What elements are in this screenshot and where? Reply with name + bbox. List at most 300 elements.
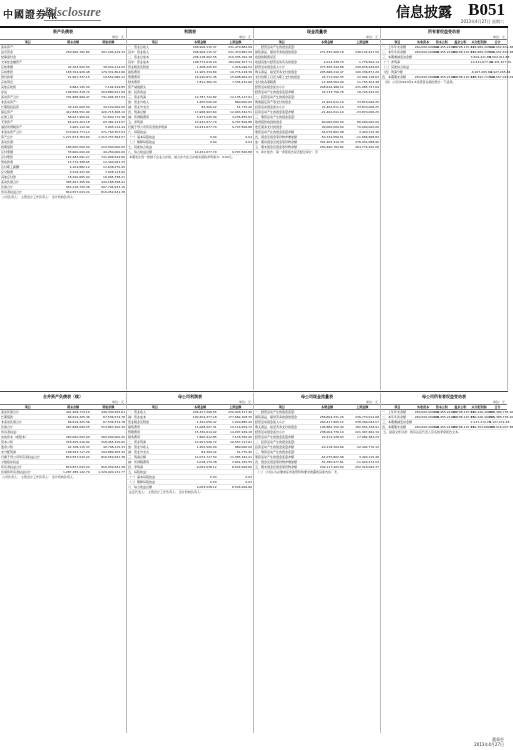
column-header: 项目 [381,405,414,410]
row-label: 减：所得税费用 [127,460,182,465]
section-name-chinese: 信息披露 [396,5,452,21]
row-label: 二、营业利润 [127,440,182,445]
row-value: 7,811,360.43 [182,80,217,85]
row-value: 8,524,006.66 [218,465,253,470]
row-value: 12,308,564.90 [309,80,344,85]
row-value: 11,905,334.80 [182,70,217,75]
row-value: 210,000,000.00 [91,145,126,150]
statement-column [254,393,381,733]
row-value: 14,772,308.65 [55,160,90,165]
row-value: 221,307,662.34 [345,430,380,435]
row-value: -33,870,006.25 [345,110,380,115]
row-value: 19,552,080.41 [91,75,126,80]
row-value: 18,793,222.05 [345,90,380,95]
row-value: 1,329,920,131.77 [91,470,126,475]
row-label: （四）利润分配 [381,70,414,75]
row-value: 42,708,115.33 [55,445,90,450]
row-value: 15,008,664.93 [218,75,253,80]
financial-table [127,39,253,155]
row-label: 六、综合收益总额 [127,485,182,490]
row-label: 加：营业外收入 [127,100,182,105]
financial-table [0,39,126,195]
row-label: 三、营业利润 [127,95,182,100]
row-value: 264,774,420.06 [345,145,380,150]
row-label: 四、净利润 [127,465,182,470]
row-value: 236,770,912.08 [345,415,380,420]
row-value: 446,330,925.61 [91,410,126,415]
row-label: 流动负债： [0,140,55,145]
row-value: 236,118,402.55 [182,55,217,60]
row-label: 应收票据 [0,65,55,70]
table-row [0,190,126,195]
unit-label: 单位：元 [238,35,251,39]
row-label: 短期借款 [0,145,55,150]
row-label: 资本公积 [0,440,55,445]
row-value: 1,271,673,763.60 [55,135,90,140]
row-value: 0.03 [218,480,253,485]
column-header: 合计 [488,405,507,410]
row-value: -6,927,265.84 [470,70,492,74]
row-value: 3,235,835.63 [218,115,253,120]
row-value: 10,431,677.70 [489,60,512,64]
row-value: 2,014,338.70 [309,60,344,65]
row-label: 投资活动现金流出小计 [254,105,309,110]
row-value: 9,104,882.12 [55,165,90,170]
row-label: 加：投资收益 [127,90,182,95]
row-value: 271,335,906.18 [309,50,344,55]
statement-title: 资产负债表 [53,29,73,34]
row-value: 570,004,773.13 [55,130,90,135]
row-label: 四、本期期末余额 [381,425,414,430]
row-label: 减：营业外支出 [127,105,182,110]
row-value: 250,460,762.82 [309,145,344,150]
row-label: 经营活动现金流出小计 [254,85,309,90]
row-value: 204,880,611.09 [91,90,126,95]
row-label: 应付票据 [0,150,55,155]
column-header: 资本公积 [432,40,451,45]
row-value: 9,054,538.12 [182,485,217,490]
row-label: 固定资产 [0,110,55,115]
row-label: 交易性金融资产 [0,60,55,65]
row-value: 819,557,043.24 [489,75,513,79]
row-value: 260,000,000.00 [91,435,126,440]
row-value: 0.03 [182,475,217,480]
row-label: 加：期初现金及现金等价物余额 [254,140,309,145]
row-value: 22,413,128.93 [309,435,344,440]
row-value: 7,118,760.40 [218,435,253,440]
row-value: 412,836,551.90 [55,110,90,115]
row-value: 15,330,614.02 [182,430,217,435]
financial-table [0,404,126,475]
financial-table [254,39,380,150]
row-label: 三、本期增减变动金额 [382,420,413,424]
row-label: 所有者权益合计 [0,465,55,470]
row-value: 231,470,882.09 [218,45,253,50]
column-header: 本期金额 [309,40,344,45]
row-value: 10,431,677.70 [470,60,493,64]
unit-label: 单位：元 [365,35,378,39]
row-value: 42,708,115.33 [91,445,126,450]
row-value: 1,408,225.63 [182,65,217,70]
statement-column [381,393,513,733]
row-value: 819,557,043.24 [55,455,90,460]
column-header: 未分配利润 [471,405,487,409]
row-value: 7,334,432.66 [218,80,253,85]
row-value: 2,841,335.55 [218,460,253,465]
row-value: 420,715,308.14 [91,110,126,115]
table-row [254,145,380,150]
statement-title: 母公司利润表 [178,394,202,399]
row-value: 42,708,115.33 [452,45,474,49]
row-value: 196,882,150.40 [309,425,344,430]
row-value: 42,708,115.33 [452,50,474,54]
column-header: 未分配利润 [471,40,487,44]
row-value: 16,220,871.45 [182,75,217,80]
row-value: 258,604,331.26 [309,415,344,420]
row-label: 一、经营活动产生的现金流量： [254,45,309,50]
row-label: 资产减值损失 [127,85,182,90]
statement-note: 公司负责人： 主管会计工作负责人： 会计机构负责人： [2,475,76,479]
row-label: 二、营业总成本 [127,55,182,60]
column-header: 期初余额 [91,405,126,410]
row-value: 182,054,338.91 [345,425,380,430]
statement-title: 利润表 [184,29,196,34]
statement-note: （四）公司对2013年1-6月经营业绩的预计：不适用。 [383,80,456,84]
page-header [0,0,508,28]
horizontal-divider [0,391,508,392]
row-value: 9,707,506.88 [218,120,253,125]
row-value: 198,393,717.29 [470,75,495,79]
row-value: 3,905,112.44 [91,125,126,130]
row-value: 260,417,905.12 [309,420,344,425]
row-value: 11,638,270.45 [91,165,126,170]
row-label: 一、上年年末余额 [381,410,414,415]
row-value: 260,000,000.00 [414,415,439,419]
row-value: 12,787,712.82 [182,95,217,100]
statement-note: 公司负责人： 主管会计工作负责人： 会计机构负责人： [2,195,76,199]
row-label: 应交税费 [0,170,55,175]
row-label: 四、本期期末余额 [381,75,414,80]
column-header: 项目 [127,40,182,45]
statement-column [0,28,127,390]
row-label: 流动资产： [0,45,55,50]
row-value: 184,902,357.71 [218,60,253,65]
column-header: 上期金额 [218,405,253,410]
statement-note: 3、审计报告：第一季度报告是否经过审计：否 [256,150,318,154]
row-value: 0.04 [182,140,217,145]
row-value: 51,775.40 [218,450,253,455]
row-value: 64,915,203.18 [55,120,90,125]
table-row [127,150,253,155]
row-value: 66,619,325.36 [55,415,90,420]
statement-note: （二）公司认为必要或证券监管机构要求披露的其他内容：无。 [256,470,341,474]
row-value: 10,557,117.61 [218,440,253,445]
row-value: 67,536,574.78 [91,420,126,425]
unit-label: 单位：元 [365,400,378,404]
row-label: 在建工程 [0,115,55,120]
row-value: 170,331,802.66 [91,70,126,75]
unit-label: 单位：元 [238,400,251,404]
column-header: 项目 [381,40,414,45]
row-label: 其中：营业成本 [127,60,182,65]
row-value: 318,455,210.62 [433,75,458,79]
row-value: 248,616,488.12 [309,85,344,90]
row-label: 四、现金及现金等价物净增加额 [254,135,309,140]
row-value: 318,455,210.62 [433,45,458,49]
financial-table [381,39,513,80]
row-value: 66,619,325.36 [55,420,90,425]
row-label: 非流动资产： [0,100,55,105]
row-label: 财务费用 [127,435,182,440]
column-header: 本期金额 [309,405,344,410]
row-label: 减：营业外支出 [127,450,182,455]
row-label: 流动负债合计 [0,180,55,185]
row-value: 67,536,574.78 [91,415,126,420]
row-label: 一、营业总收入 [127,45,182,50]
row-value: 571,763,307.03 [91,130,126,135]
row-label: 其他应付款 [0,175,55,180]
row-value: 205,668,219.47 [309,70,344,75]
row-label: 加：营业外收入 [127,445,182,450]
row-value: 236,417,208.55 [182,410,217,415]
row-value: 11,008,227.31 [182,425,217,430]
row-label: 二、本年年初余额 [381,415,414,420]
issue-date: 2013年4月27日 星期六 [460,19,504,24]
column-header: 上期金额 [345,40,380,45]
row-value: 177,662,108.35 [218,415,253,420]
row-value: 238,004,776.19 [309,430,344,435]
row-value: 180,226,409.15 [470,410,495,414]
row-value: -11,943,272.53 [345,460,380,465]
statement-column [381,28,513,390]
row-value: 816,052,631.38 [489,45,513,49]
row-value: 3,420,115.36 [345,130,380,135]
unit-label: 单位：元 [111,35,124,39]
row-value: 3,504,411.86 [489,55,510,59]
row-value: -51,780,977.81 [309,460,344,465]
row-value: 239,117,405.60 [309,465,344,470]
statement-title: 所有者权益变动表 [428,29,460,34]
row-value: 260,000,000.00 [414,75,439,79]
row-value: 248,906,115.37 [182,45,217,50]
page-number: B051 [468,0,505,19]
column-header: 项目 [127,405,182,410]
column-header: 期末余额 [55,40,90,45]
newspaper-masthead: 中國證券報 [3,10,58,21]
row-value: 819,557,043.24 [55,190,90,195]
row-value: 9,707,506.88 [218,150,253,155]
row-label: 五、每股收益： [127,470,182,475]
statement-column [0,393,127,733]
row-label: 预收款项 [0,160,55,165]
row-label: 八、综合收益总额 [127,150,182,155]
row-value: 60,000,000.00 [309,120,344,125]
row-label: 二、本年年初余额 [381,50,414,55]
row-value: 10,431,677.70 [182,125,217,130]
column-header: 项目 [0,405,55,410]
row-value: 497,704,933.19 [91,185,126,190]
row-value: 0.04 [218,140,253,145]
row-value: 318,455,210.62 [55,440,90,445]
row-label: 实收资本（或股本） [0,435,55,440]
row-value: 51,775.40 [218,105,253,110]
column-header: 项目 [254,405,309,410]
row-value: 1,313,757,564.57 [91,135,126,140]
row-value: 182,353,681.43 [470,425,495,429]
row-value: 801,389,735.10 [489,415,513,419]
row-value: 1,776,502.14 [345,60,380,65]
row-value: 42,708,115.33 [452,75,474,79]
row-value: 816,052,631.38 [91,465,126,470]
row-label: 一、营业收入 [127,410,182,415]
row-label: 减：所得税费用 [127,115,182,120]
row-label: 减：营业成本 [127,415,182,420]
row-label: （二）其他综合收益 [381,65,414,70]
row-label: 流动负债合计 [0,410,55,415]
row-value: 250,460,762.82 [55,50,90,55]
row-value: 276,431,088.90 [345,140,380,145]
row-label: 应收利息 [0,80,55,85]
statement-note: 五、备查文件目录：载有法定代表人签名的季度报告文本。 [383,430,462,434]
row-value: 14,207,936.18 [218,430,253,435]
row-value: 7,028,113.62 [91,170,126,175]
row-value: 801,389,735.10 [489,410,513,414]
row-label: 流动资产合计 [0,95,55,100]
row-value: 816,052,631.38 [91,455,126,460]
row-label: 经营活动现金流出小计 [254,430,309,435]
table-row [0,470,126,475]
row-value: 3,420,115.36 [345,455,380,460]
row-value: 84,309.22 [182,105,217,110]
row-value: 13,908,903.60 [182,110,217,115]
row-value: 42,708,115.33 [452,410,474,414]
row-value: 3,504,411.86 [470,55,491,59]
row-value: -20,118,304.66 [309,445,344,450]
row-value: 860,000.00 [218,100,253,105]
row-value: 318,455,210.62 [91,440,126,445]
row-value: 2,127,272.28 [489,420,510,424]
row-value: 7,600,412.85 [182,435,217,440]
row-value: 860,000.00 [218,445,253,450]
row-value: 249,878,949.69 [345,65,380,70]
row-value: 3,905,112.44 [55,125,90,130]
row-label: 取得借款收到的现金 [254,120,309,125]
row-label: 所有者权益合计 [0,190,55,195]
table-row [381,425,507,430]
column-header: 盈余公积 [451,405,470,410]
row-value: 318,455,210.62 [433,415,458,419]
row-label: 五、期末现金及现金等价物余额 [254,465,309,470]
row-label: 七、其他综合收益 [127,145,182,150]
column-header: 项目 [0,40,55,45]
row-value: 301,205,419.33 [91,50,126,55]
row-value: 194,889,305.43 [91,450,126,455]
row-value: 16,905,338.21 [91,175,126,180]
column-header: 期末余额 [55,405,90,410]
unit-label: 单位：元 [111,400,124,404]
row-value: 21,402,611.19 [309,105,344,110]
row-label: 二、投资活动产生的现金流量： [254,95,309,100]
row-value: 318,455,210.62 [433,410,458,414]
row-label: 货币资金 [0,50,55,55]
row-label: 财务费用 [127,80,182,85]
row-value: 1,205,500.00 [182,100,217,105]
row-value: 33,870,006.25 [345,105,380,110]
column-header: 盈余公积 [451,40,470,45]
row-value: -6,927,265.84 [489,70,511,74]
row-value: 10,774,218.36 [218,70,253,75]
row-label: 应付账款 [0,155,55,160]
row-value: 11,365,342.21 [218,455,253,460]
row-value: 198,393,717.29 [55,450,90,455]
row-value: 1,240,885.20 [218,420,253,425]
row-value: 10,431,677.70 [182,120,217,125]
row-value: 260,000,000.00 [414,50,439,54]
row-value: 803,516,007.38 [489,425,513,429]
row-value: 12,072,717.50 [182,455,217,460]
row-value: 21,402,611.19 [309,100,344,105]
row-value: 260,000,000.00 [414,45,439,49]
row-value: 11,755,203.48 [345,80,380,85]
row-label: 经营活动产生的现金流量净额 [254,435,309,440]
row-label: （一）基本每股收益 [127,135,182,140]
row-value: 10,951,526.72 [182,440,217,445]
row-value: 10,116,509.72 [218,425,253,430]
row-value: 58,227,905.61 [55,115,90,120]
row-value: 816,052,631.38 [91,190,126,195]
row-value: 248,102,447.55 [345,50,380,55]
row-label: 其他应收款 [0,85,55,90]
row-value: 84,309.22 [182,450,217,455]
row-label: 三、利润总额 [127,455,182,460]
row-value: 9,054,538.12 [182,465,217,470]
row-value: 260,000,000.00 [414,425,439,429]
row-value: 318,455,210.62 [433,50,458,54]
financial-table [381,404,513,430]
row-label: 结算备付金 [0,55,55,60]
row-value: -32,445,770.12 [345,445,380,450]
row-value: 9,707,506.88 [218,125,253,130]
row-value: 0.04 [182,135,217,140]
row-value: 220,903,317.46 [218,410,253,415]
row-label: 四、现金及现金等价物净增加额 [254,460,309,465]
row-value: 12,135,117.91 [218,95,253,100]
row-value: -50,744,656.51 [309,135,344,140]
row-label: 筹资活动产生的现金流量净额 [254,455,309,460]
row-value: -54,075,802.08 [309,455,344,460]
row-value: 7,104,229.85 [91,85,126,90]
row-label: 非流动负债合计 [0,420,55,425]
column-header: 资本公积 [432,405,451,410]
row-value: 21,907,337.15 [55,75,90,80]
row-label: 一、经营活动产生的现金流量： [254,410,309,415]
row-label: 应付职工薪酬 [0,165,55,170]
row-value: 38,920,114.20 [91,65,126,70]
column-header: 本期金额 [182,405,217,410]
row-label: 盈余公积 [0,445,55,450]
row-value: 65,382,114.07 [91,120,126,125]
column-header: 实收资本 [414,405,433,410]
row-label: 销售费用 [127,425,182,430]
table-row [127,485,253,490]
row-label: 负债和所有者权益总计 [0,470,55,475]
row-value: 51,640,772.38 [91,115,126,120]
statement-column [127,393,254,733]
row-label: 少数股东权益 [0,460,55,465]
row-value: 3,477,225.90 [182,115,217,120]
row-label: 非流动资产合计 [0,130,55,135]
row-value: 513,867,500.39 [91,425,126,430]
